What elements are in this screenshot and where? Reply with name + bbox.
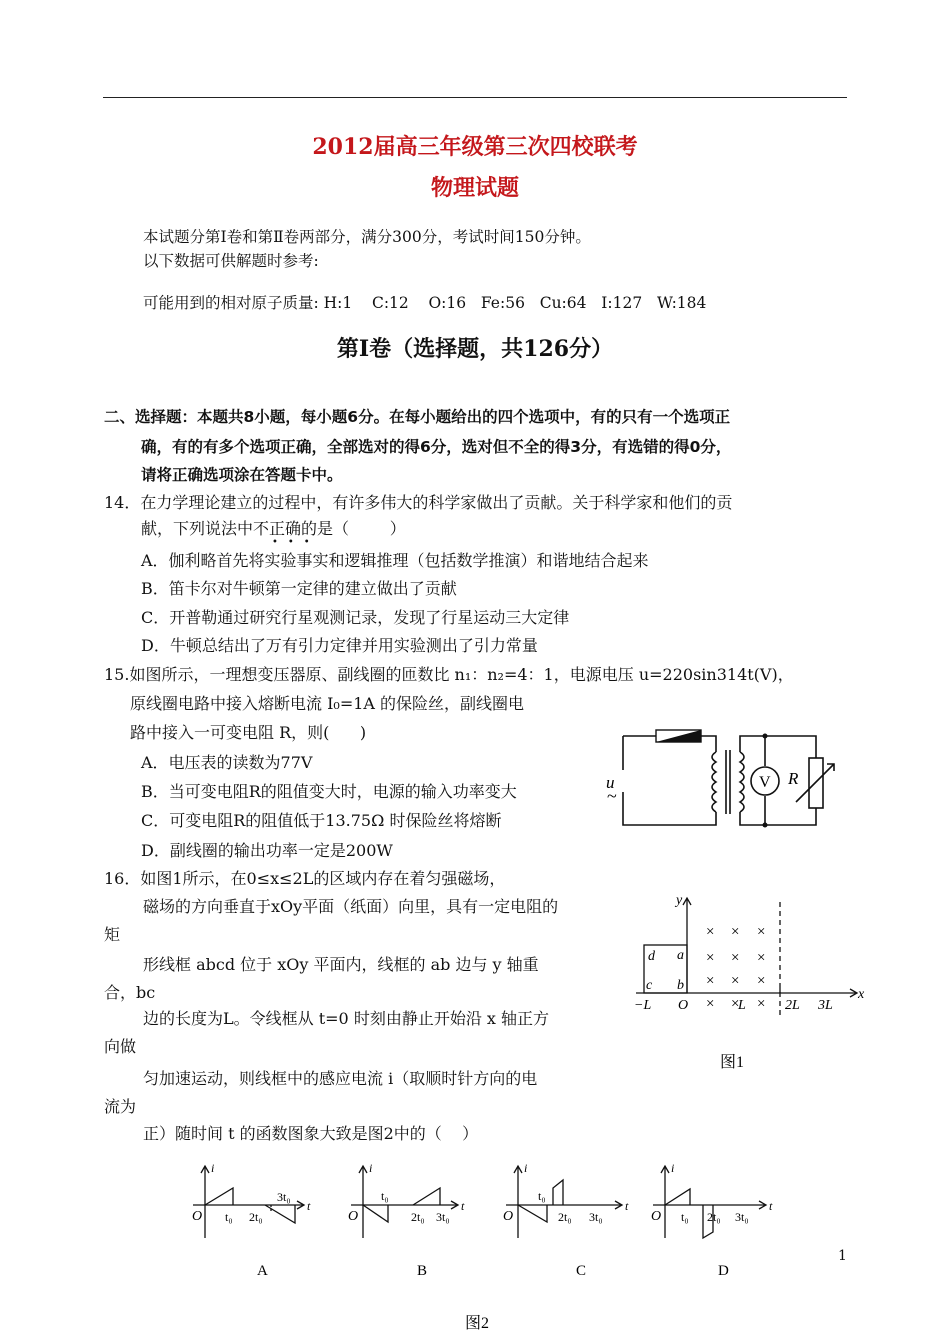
part2-line-3: 请将正确选项涂在答题卡中。 (141, 466, 343, 484)
page-subtitle: 物理试题 (430, 175, 519, 201)
q16-line-8: 匀加速运动，则线框中的感应电流 i（取顺时针方向的电 (143, 1069, 538, 1088)
intro-line-1: 本试题分第Ⅰ卷和第Ⅱ卷两部分，满分300分，考试时间150分钟。 (143, 228, 591, 246)
q14-option-c: C．开普勒通过研究行星观测记录，发现了行星运动三大定律 (141, 608, 570, 627)
graph-c-origin: O (503, 1209, 514, 1224)
fig1-tick-negL: −L (634, 998, 652, 1013)
part2-line-2: 确，有的有多个选项正确，全部选对的得6分，选对但不全的得3分，有选错的得0分， (141, 438, 732, 456)
graph-c-3t0: 3t₀ (589, 1210, 603, 1224)
field-cross: × (731, 973, 740, 989)
field-crosses (706, 924, 765, 1012)
graph-b-label: B (417, 1263, 428, 1279)
field-cross: × (706, 950, 715, 966)
graph-b-t0: t₀ (381, 1189, 389, 1203)
fig1-tick-2L: 2L (785, 998, 800, 1013)
q14-option-d: D．牛顿总结出了万有引力定律并用实验测出了引力常量 (141, 636, 538, 655)
transformer-diagram (598, 722, 843, 832)
field-cross: × (706, 996, 715, 1012)
q16-line-9: 流为 (104, 1097, 137, 1116)
emphasis-dots: ••• (272, 537, 320, 548)
q16-line-7: 向做 (104, 1037, 137, 1056)
graph-a-i: i (211, 1161, 215, 1175)
graph-a-origin: O (192, 1209, 203, 1224)
graph-d-label: D (718, 1263, 729, 1279)
q15-stem-1: 15.如图所示，一理想变压器原、副线圈的匝数比 n₁：n₂=4：1，电源电压 u=220sin314t(V)， (104, 665, 794, 684)
q16-line-2: 磁场的方向垂直于xOy平面（纸面）向里，具有一定电阻的 (143, 897, 559, 916)
fig1-x-axis: x (858, 987, 865, 1002)
fig1-label-d: d (648, 949, 655, 964)
q16-line-5: 合，bc (104, 983, 156, 1002)
field-cross: × (706, 973, 715, 989)
graph-b-t: t (461, 1199, 465, 1213)
figure-2-current-graphs (185, 1158, 785, 1336)
graph-d-origin: O (651, 1209, 662, 1224)
field-cross: × (731, 996, 740, 1012)
graph-a-label: A (257, 1263, 268, 1279)
graph-c-t0: t₀ (538, 1189, 546, 1203)
q15-stem-2: 原线圈电路中接入熔断电流 I₀=1A 的保险丝，副线圈电 (130, 694, 525, 713)
q16-line-4: 形线框 abcd 位于 xOy 平面内，线框的 ab 边与 y 轴重 (143, 955, 539, 974)
q14-stem-2: 献，下列说法中不正确的是（ ） (141, 519, 406, 538)
fig1-caption: 图1 (720, 1054, 745, 1071)
graph-a-2t0: 2t₀ (249, 1210, 263, 1224)
fig1-label-b: b (677, 978, 684, 993)
graph-a-t: t (307, 1199, 311, 1213)
graph-b-origin: O (348, 1209, 359, 1224)
graph-d-3t0: 3t₀ (735, 1210, 749, 1224)
q14-option-a: A．伽利略首先将实验事实和逻辑推理（包括数学推演）和谐地结合起来 (141, 551, 649, 570)
intro-line-2: 以下数据可供解题时参考: (143, 252, 319, 270)
fig2-caption: 图2 (465, 1315, 490, 1332)
section-heading: 第Ⅰ卷（选择题，共126分） (336, 336, 614, 362)
graph-d-t: t (769, 1199, 773, 1213)
q16-line-1: 16．如图1所示，在0≤x≤2L的区域内存在着匀强磁场， (104, 869, 506, 888)
fig1-tick-3L: 3L (818, 998, 833, 1013)
ac-symbol: ~ (607, 786, 617, 806)
fig1-label-c: c (646, 978, 653, 993)
fig1-y-axis: y (676, 893, 683, 908)
field-cross: × (757, 924, 766, 940)
field-cross: × (731, 950, 740, 966)
graph-c-label: C (576, 1263, 587, 1279)
figure-1-magnetic-field (630, 890, 870, 1080)
page-title: 2012届高三年级第三次四校联考 (312, 134, 638, 160)
graph-a-t0: t₀ (225, 1210, 233, 1224)
fig1-tick-L: L (738, 998, 746, 1013)
source-u-label: u (606, 773, 615, 792)
q14-option-b: B．笛卡尔对牛顿第一定律的建立做出了贡献 (141, 579, 457, 598)
fig1-origin: O (678, 998, 689, 1013)
graph-b-3t0: 3t₀ (436, 1210, 450, 1224)
part2-line-1: 二、选择题：本题共8小题，每小题6分。在每小题给出的四个选项中，有的只有一个选项正 (104, 408, 731, 426)
resistor-label: R (788, 769, 799, 788)
intro-line-3: 可能用到的相对原子质量: H:1 C:12 O:16 Fe:56 Cu:64 I:127 W:184 (143, 294, 707, 312)
field-cross: × (757, 973, 766, 989)
field-cross: × (731, 924, 740, 940)
graph-a-3t0: 3t₀ (277, 1190, 291, 1204)
q15-option-a: A．电压表的读数为77V (141, 753, 313, 772)
q15-option-b: B．当可变电阻R的阻值变大时，电源的输入功率变大 (141, 782, 517, 801)
graph-d-2t0: 2t₀ (707, 1210, 721, 1224)
header-rule (103, 97, 847, 98)
q15-stem-3: 路中接入一可变电阻 R，则( ) (130, 723, 367, 742)
graph-c-i: i (524, 1161, 528, 1175)
fig1-label-a: a (677, 948, 684, 963)
q16-line-10: 正）随时间 t 的函数图象大致是图2中的（ ） (143, 1124, 479, 1143)
graph-b-i: i (369, 1161, 373, 1175)
q15-option-d: D．副线圈的输出功率一定是200W (141, 841, 393, 860)
voltmeter-label: V (759, 774, 771, 791)
graph-b-2t0: 2t₀ (411, 1210, 425, 1224)
page-number: 1 (838, 1248, 847, 1264)
field-cross: × (706, 924, 715, 940)
q16-line-6: 边的长度为L。令线框从 t=0 时刻由静止开始沿 x 轴正方 (143, 1009, 550, 1028)
graph-d-t0: t₀ (681, 1210, 689, 1224)
field-cross: × (757, 950, 766, 966)
q16-line-3: 矩 (104, 925, 121, 944)
q15-option-c: C．可变电阻R的阻值低于13.75Ω 时保险丝将熔断 (141, 811, 502, 830)
graph-d-i: i (671, 1161, 675, 1175)
graph-c-2t0: 2t₀ (558, 1210, 572, 1224)
q14-stem-1: 14．在力学理论建立的过程中，有许多伟大的科学家做出了贡献。关于科学家和他们的贡 (104, 493, 733, 512)
graph-c-t: t (625, 1199, 629, 1213)
field-cross: × (757, 996, 766, 1012)
